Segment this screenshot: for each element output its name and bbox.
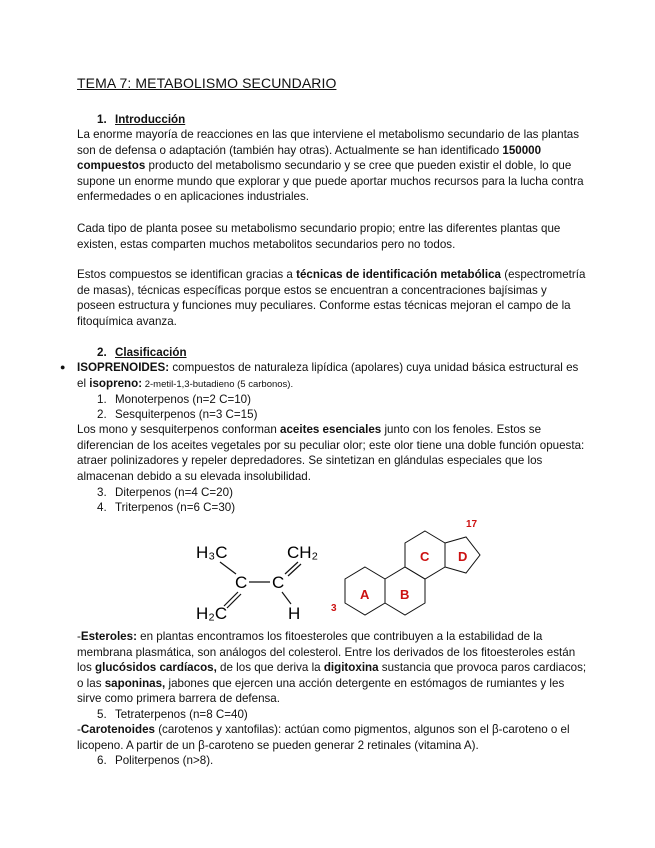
text-run: Los mono y sesquiterpenos conforman bbox=[77, 423, 281, 436]
list-item: 1. Monoterpenos (n=2 C=10) bbox=[97, 393, 251, 406]
bold-text: técnicas de identificación metabólica bbox=[296, 268, 501, 281]
text-run: compuestos de naturaleza lipídica (apolares) cuya unidad básica estructural es el bbox=[77, 361, 579, 390]
list-item: 4. Triterpenos (n=6 C=30) bbox=[97, 501, 236, 514]
page-title: TEMA 7: METABOLISMO SECUNDARIO bbox=[77, 75, 337, 91]
ring-label-d: D bbox=[458, 549, 468, 564]
list-item: 5. Tetraterpenos (n=8 C=40) bbox=[97, 708, 248, 721]
list-item: 6. Politerpenos (n>8). bbox=[97, 754, 214, 767]
steroid-structure-icon bbox=[328, 515, 518, 625]
bold-text: Esteroles: bbox=[80, 630, 137, 643]
carbon-number-17: 17 bbox=[466, 519, 478, 530]
paragraph-carotenoides: -Carotenoides (carotenos y xantofilas): actúan como pigmentos, algunos son el β-caroteno o el licopeno. A partir de un β-caroteno se pueden generar 2 retinales (vitamina A). bbox=[77, 723, 570, 752]
section-label: Clasificación bbox=[115, 346, 187, 359]
list-item: 3. Diterpenos (n=4 C=20) bbox=[97, 486, 233, 499]
carbon-number-3: 3 bbox=[331, 603, 337, 614]
bold-text: ISOPRENOIDES: bbox=[77, 361, 170, 374]
bullet-icon: ● bbox=[60, 362, 66, 372]
paragraph-plant-types: Cada tipo de planta posee su metabolismo secundario propio; entre las diferentes plantas que existen, estas comparten muchos metabolitos secundarios pero no todos. bbox=[77, 222, 561, 251]
section-label: Introducción bbox=[115, 113, 186, 126]
isoprene-ch2: CH₂ bbox=[287, 543, 319, 562]
small-text: 2-metil-1,3-butadieno (5 carbonos). bbox=[142, 378, 294, 390]
ring-label-b: B bbox=[400, 587, 410, 602]
section-number: 2. bbox=[97, 346, 107, 359]
section-heading-introduccion bbox=[97, 112, 185, 128]
ring-label-c: C bbox=[420, 549, 430, 564]
isoprene-h3c: H₃C bbox=[196, 543, 228, 562]
paragraph-isoprenoides bbox=[77, 360, 587, 392]
section-number: 1. bbox=[97, 113, 107, 126]
paragraph-aceites bbox=[77, 422, 587, 484]
section-heading-clasificacion bbox=[97, 345, 187, 361]
list-item: 2. Sesquiterpenos (n=3 C=15) bbox=[97, 408, 258, 421]
text-run: junto con los fenoles. Estos se diferencian de los aceites vegetales por su peculiar olor; este olor tiene una doble función opuesta: atraer polinizadores y repeler depredadores. Se sintetizan en glándulas especiales que los almacenan debido a su elevada insolubilidad. bbox=[77, 423, 585, 483]
text-run: La enorme mayoría de reacciones en las que interviene el metabolismo secundario de las plantas son de defensa o adaptación (también hay otras). Actualmente se han identificado bbox=[77, 128, 580, 157]
paragraph-techniques bbox=[77, 267, 587, 329]
bold-text: 150000 compuestos bbox=[77, 143, 542, 173]
ring-label-a: A bbox=[360, 587, 370, 602]
isoprene-c1: C bbox=[235, 573, 248, 592]
bold-text: Carotenoides bbox=[80, 723, 155, 736]
bold-text: glucósidos cardíacos, bbox=[95, 661, 217, 675]
isoprene-h: H bbox=[288, 604, 301, 623]
text-run: Estos compuestos se identifican gracias a bbox=[77, 268, 297, 281]
bold-text: digitoxina bbox=[323, 661, 379, 675]
text-run: producto del metabolismo secundario y se cree que pueden existir el doble, lo que supone un enorme mundo que explorar y que puede aportar muchos recursos para la lucha contra enfermedades o en aplicaciones industriales. bbox=[77, 159, 584, 204]
isoprene-c2: C bbox=[272, 573, 285, 592]
text-run: (espectrometría de masas), técnicas específicas porque estos se encuentran a concentraciones bajísimas y poseen estructura y funciones muy peculiares. Conforme estas técnicas mejoran el campo de la fitoquímica avanza. bbox=[77, 268, 586, 328]
bold-text: isopreno: bbox=[89, 376, 143, 390]
bold-text: saponinas, bbox=[104, 676, 166, 690]
paragraph-intro bbox=[77, 127, 587, 205]
bold-text: aceites esenciales bbox=[280, 423, 382, 436]
paragraph-esteroles: -Esteroles: en plantas encontramos los fitoesteroles que contribuyen a la estabilidad de la membrana plasmática, son análogos del colesterol. Entre los derivados de los fitoesteroles están los glucósidos cardíacos, de los que deriva la digitoxina sustancia que provoca paros cardiacos; o las saponinas, jabones que ejercen una acción detergente en estómagos de rumiantes y les sirve como primera barrera de defensa. bbox=[77, 630, 587, 706]
isoprene-h2c: H₂C bbox=[196, 604, 228, 623]
isoprene-structure-icon bbox=[190, 536, 340, 626]
